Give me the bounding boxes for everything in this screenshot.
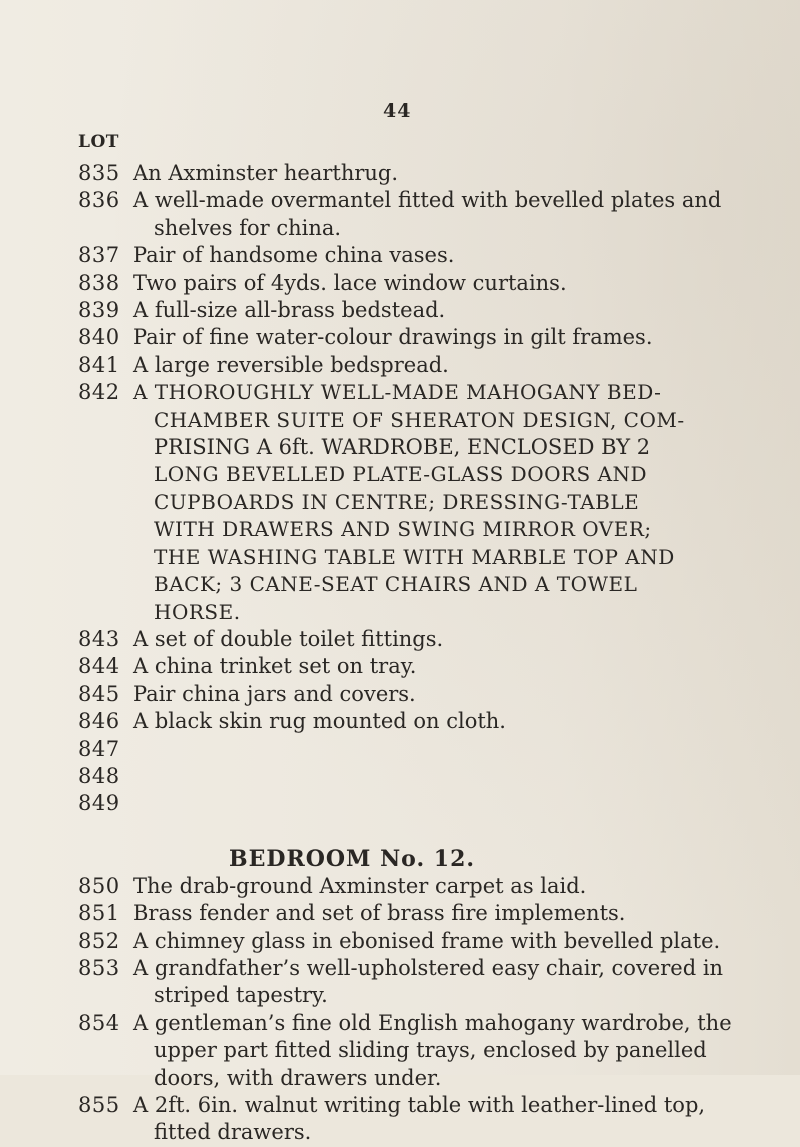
lot-description	[133, 900, 768, 927]
lot-number: 852	[78, 928, 120, 953]
lot-number: 845	[78, 681, 120, 706]
lot-description-line: shelves for china.	[154, 215, 342, 240]
lot-description-line: striped tapestry.	[154, 983, 328, 1008]
lot-description	[133, 297, 768, 324]
lot-row	[78, 626, 768, 653]
lot-row	[78, 790, 768, 817]
lot-description-line: A set of double toilet fittings.	[133, 626, 444, 651]
lot-description	[133, 681, 768, 708]
lot-number: 837	[78, 243, 120, 268]
lot-row	[78, 873, 768, 900]
lot-group-bedroom-12	[78, 873, 768, 1147]
lot-number: 839	[78, 298, 120, 323]
lot-list	[78, 160, 768, 1147]
lot-description	[133, 242, 768, 269]
lot-description-line: A 2ft. 6in. walnut writing table with leather-lined top,	[133, 1093, 706, 1117]
lot-description	[133, 928, 768, 955]
lot-description-line: An Axminster hearthrug.	[133, 161, 399, 185]
lot-description-line: A black skin rug mounted on cloth.	[133, 709, 506, 734]
lot-row	[78, 270, 768, 297]
lot-description-line: upper part fitted sliding trays, enclosed by panelled	[154, 1038, 707, 1063]
lot-row	[78, 1092, 768, 1147]
lot-description-line: HORSE.	[154, 599, 241, 624]
lot-number: 835	[78, 161, 120, 185]
lot-description	[133, 763, 768, 790]
lot-row	[78, 928, 768, 955]
lot-number: 836	[78, 188, 120, 213]
lot-number: 853	[78, 955, 120, 980]
lot-description	[133, 160, 768, 187]
lot-number: 847	[78, 736, 120, 761]
lot-number: 840	[78, 325, 120, 350]
lot-description-line: THE WASHING TABLE WITH MARBLE TOP AND	[154, 544, 675, 569]
lot-description-line: PRISING A 6ft. WARDROBE, ENCLOSED BY 2	[154, 435, 651, 460]
lot-row	[78, 187, 768, 242]
lot-number: 855	[78, 1093, 120, 1117]
lot-description	[133, 1092, 768, 1147]
lot-description	[133, 873, 768, 900]
lot-number: 841	[78, 352, 120, 377]
lot-number: 848	[78, 763, 120, 788]
lot-description-line: A chimney glass in ebonised frame with bevelled plate.	[133, 928, 721, 953]
lot-description	[133, 270, 768, 297]
lot-row	[78, 379, 768, 626]
lot-description-line: A grandfather’s well-upholstered easy chair, covered in	[133, 955, 724, 980]
lot-row	[78, 297, 768, 324]
lot-row	[78, 653, 768, 680]
lot-number: 850	[78, 873, 120, 898]
lot-description	[133, 653, 768, 680]
lot-description	[133, 626, 768, 653]
lot-description-line: A china trinket set on tray.	[133, 654, 417, 679]
lot-description-line: LONG BEVELLED PLATE-GLASS DOORS AND	[154, 462, 648, 487]
lot-description	[133, 352, 768, 379]
lot-row	[78, 352, 768, 379]
lot-description	[133, 379, 768, 626]
lot-description-line: Pair china jars and covers.	[133, 681, 416, 706]
lot-number: 846	[78, 709, 120, 734]
lot-row	[78, 324, 768, 351]
lot-description	[133, 324, 768, 351]
lot-number: 844	[78, 654, 120, 679]
lot-number: 854	[78, 1010, 120, 1035]
lot-description-line: Brass fender and set of brass fire implements.	[133, 901, 626, 926]
lot-description-line: The drab-ground Axminster carpet as laid.	[133, 873, 587, 898]
lot-description-line: fitted drawers.	[154, 1120, 312, 1145]
lot-description-line: Two pairs of 4yds. lace window curtains.	[133, 270, 567, 295]
lot-description-line: doors, with drawers under.	[154, 1065, 442, 1090]
lot-description	[133, 790, 768, 817]
lot-description	[133, 736, 768, 763]
lot-description-line: A well-made overmantel fitted with bevelled plates and	[133, 188, 722, 213]
lot-row	[78, 242, 768, 269]
lot-description-line: A THOROUGHLY WELL-MADE MAHOGANY BED-	[133, 380, 662, 405]
lot-group-bedroom-continued	[78, 160, 768, 818]
lot-description-line: BACK; 3 CANE-SEAT CHAIRS AND A TOWEL	[154, 572, 638, 597]
lot-row	[78, 708, 768, 735]
lot-row	[78, 160, 768, 187]
lot-row	[78, 1010, 768, 1092]
lot-row	[78, 955, 768, 1010]
lot-column-header: LOT	[78, 132, 119, 152]
lot-description-line: WITH DRAWERS AND SWING MIRROR OVER;	[154, 517, 652, 542]
section-row	[78, 818, 768, 873]
lot-number: 851	[78, 901, 120, 926]
lot-number: 842	[78, 380, 120, 405]
lot-description-line: A full-size all-brass bedstead.	[133, 298, 446, 323]
lot-row	[78, 763, 768, 790]
lot-description-line: A gentleman’s fine old English mahogany wardrobe, the	[133, 1010, 732, 1035]
lot-description-line: Pair of fine water-colour drawings in gilt frames.	[133, 325, 653, 350]
lot-row	[78, 681, 768, 708]
page-number: 44	[383, 100, 412, 122]
lot-description	[133, 708, 768, 735]
lot-description-line: Pair of handsome china vases.	[133, 243, 455, 268]
lot-number: 849	[78, 791, 120, 816]
lot-row	[78, 736, 768, 763]
lot-description	[133, 955, 768, 1010]
lot-description-line: CUPBOARDS IN CENTRE; DRESSING-TABLE	[154, 489, 640, 514]
lot-description-line: CHAMBER SUITE OF SHERATON DESIGN, COM-	[154, 407, 685, 432]
lot-number: 838	[78, 270, 120, 295]
lot-number: 843	[78, 626, 120, 651]
section-title: BEDROOM No. 12.	[229, 845, 476, 872]
lot-description-line: A large reversible bedspread.	[133, 352, 449, 377]
lot-description	[133, 1010, 768, 1092]
lot-row	[78, 900, 768, 927]
lot-description	[133, 187, 768, 242]
